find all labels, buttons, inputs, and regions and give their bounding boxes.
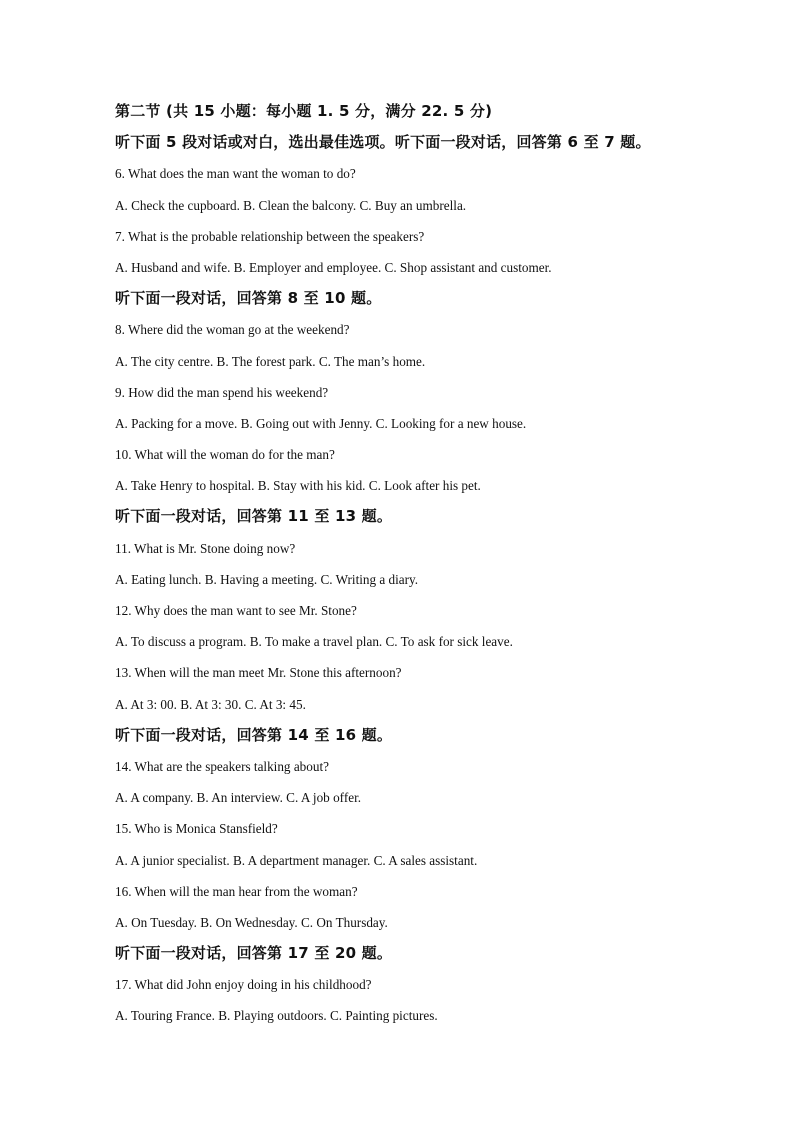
options-7: A. Husband and wife. B. Employer and employee. C. Shop assistant and customer. bbox=[115, 259, 552, 275]
question-16: 16. When will the man hear from the woman? bbox=[115, 883, 358, 899]
options-11: A. Eating lunch. B. Having a meeting. C. Writing a diary. bbox=[115, 571, 419, 587]
instruction-4: 听下面一段对话，回答第 14 至 16 题。 bbox=[115, 725, 393, 744]
options-13: A. At 3: 00. B. At 3: 30. C. At 3: 45. bbox=[115, 696, 306, 712]
options-9: A. Packing for a move. B. Going out with Jenny. C. Looking for a new house. bbox=[115, 415, 527, 431]
options-12: A. To discuss a program. B. To make a travel plan. C. To ask for sick leave. bbox=[115, 634, 513, 650]
question-17: 17. What did John enjoy doing in his childhood? bbox=[115, 977, 372, 993]
exam-page bbox=[115, 96, 735, 1032]
question-14: 14. What are the speakers talking about? bbox=[115, 758, 329, 774]
options-8: A. The city centre. B. The forest park. C. The man’s home. bbox=[115, 353, 426, 369]
question-9: 9. How did the man spend his weekend? bbox=[115, 384, 329, 400]
question-12: 12. Why does the man want to see Mr. Stone? bbox=[115, 603, 357, 618]
instruction-1: 听下面 5 段对话或对白，选出最佳选项。听下面一段对话，回答第 6 至 7 题。 bbox=[115, 133, 651, 152]
options-14: A. A company. B. An interview. C. A job offer. bbox=[115, 790, 362, 806]
options-17: A. Touring France. B. Playing outdoors. C. Painting pictures. bbox=[115, 1008, 438, 1024]
instruction-5: 听下面一段对话，回答第 17 至 20 题。 bbox=[115, 944, 393, 963]
question-10: 10. What will the woman do for the man? bbox=[115, 447, 335, 463]
options-6: A. Check the cupboard. B. Clean the balcony. C. Buy an umbrella. bbox=[115, 197, 467, 213]
question-15: 15. Who is Monica Stansfield? bbox=[115, 821, 278, 837]
options-16: A. On Tuesday. B. On Wednesday. C. On Thursday. bbox=[115, 914, 388, 930]
options-15: A. A junior specialist. B. A department manager. C. A sales assistant. bbox=[115, 852, 478, 868]
question-8: 8. Where did the woman go at the weekend? bbox=[115, 322, 350, 338]
question-13: 13. When will the man meet Mr. Stone this afternoon? bbox=[115, 665, 402, 681]
options-10: A. Take Henry to hospital. B. Stay with his kid. C. Look after his pet. bbox=[115, 478, 481, 494]
section-title: 第二节 (共 15 小题：每小题 1. 5 分，满分 22. 5 分) bbox=[115, 102, 493, 120]
question-7: 7. What is the probable relationship between the speakers? bbox=[115, 228, 425, 244]
instruction-2: 听下面一段对话，回答第 8 至 10 题。 bbox=[115, 289, 382, 308]
question-11: 11. What is Mr. Stone doing now? bbox=[115, 540, 296, 556]
question-6: 6. What does the man want the woman to do? bbox=[115, 166, 356, 182]
instruction-3: 听下面一段对话，回答第 11 至 13 题。 bbox=[115, 507, 393, 526]
